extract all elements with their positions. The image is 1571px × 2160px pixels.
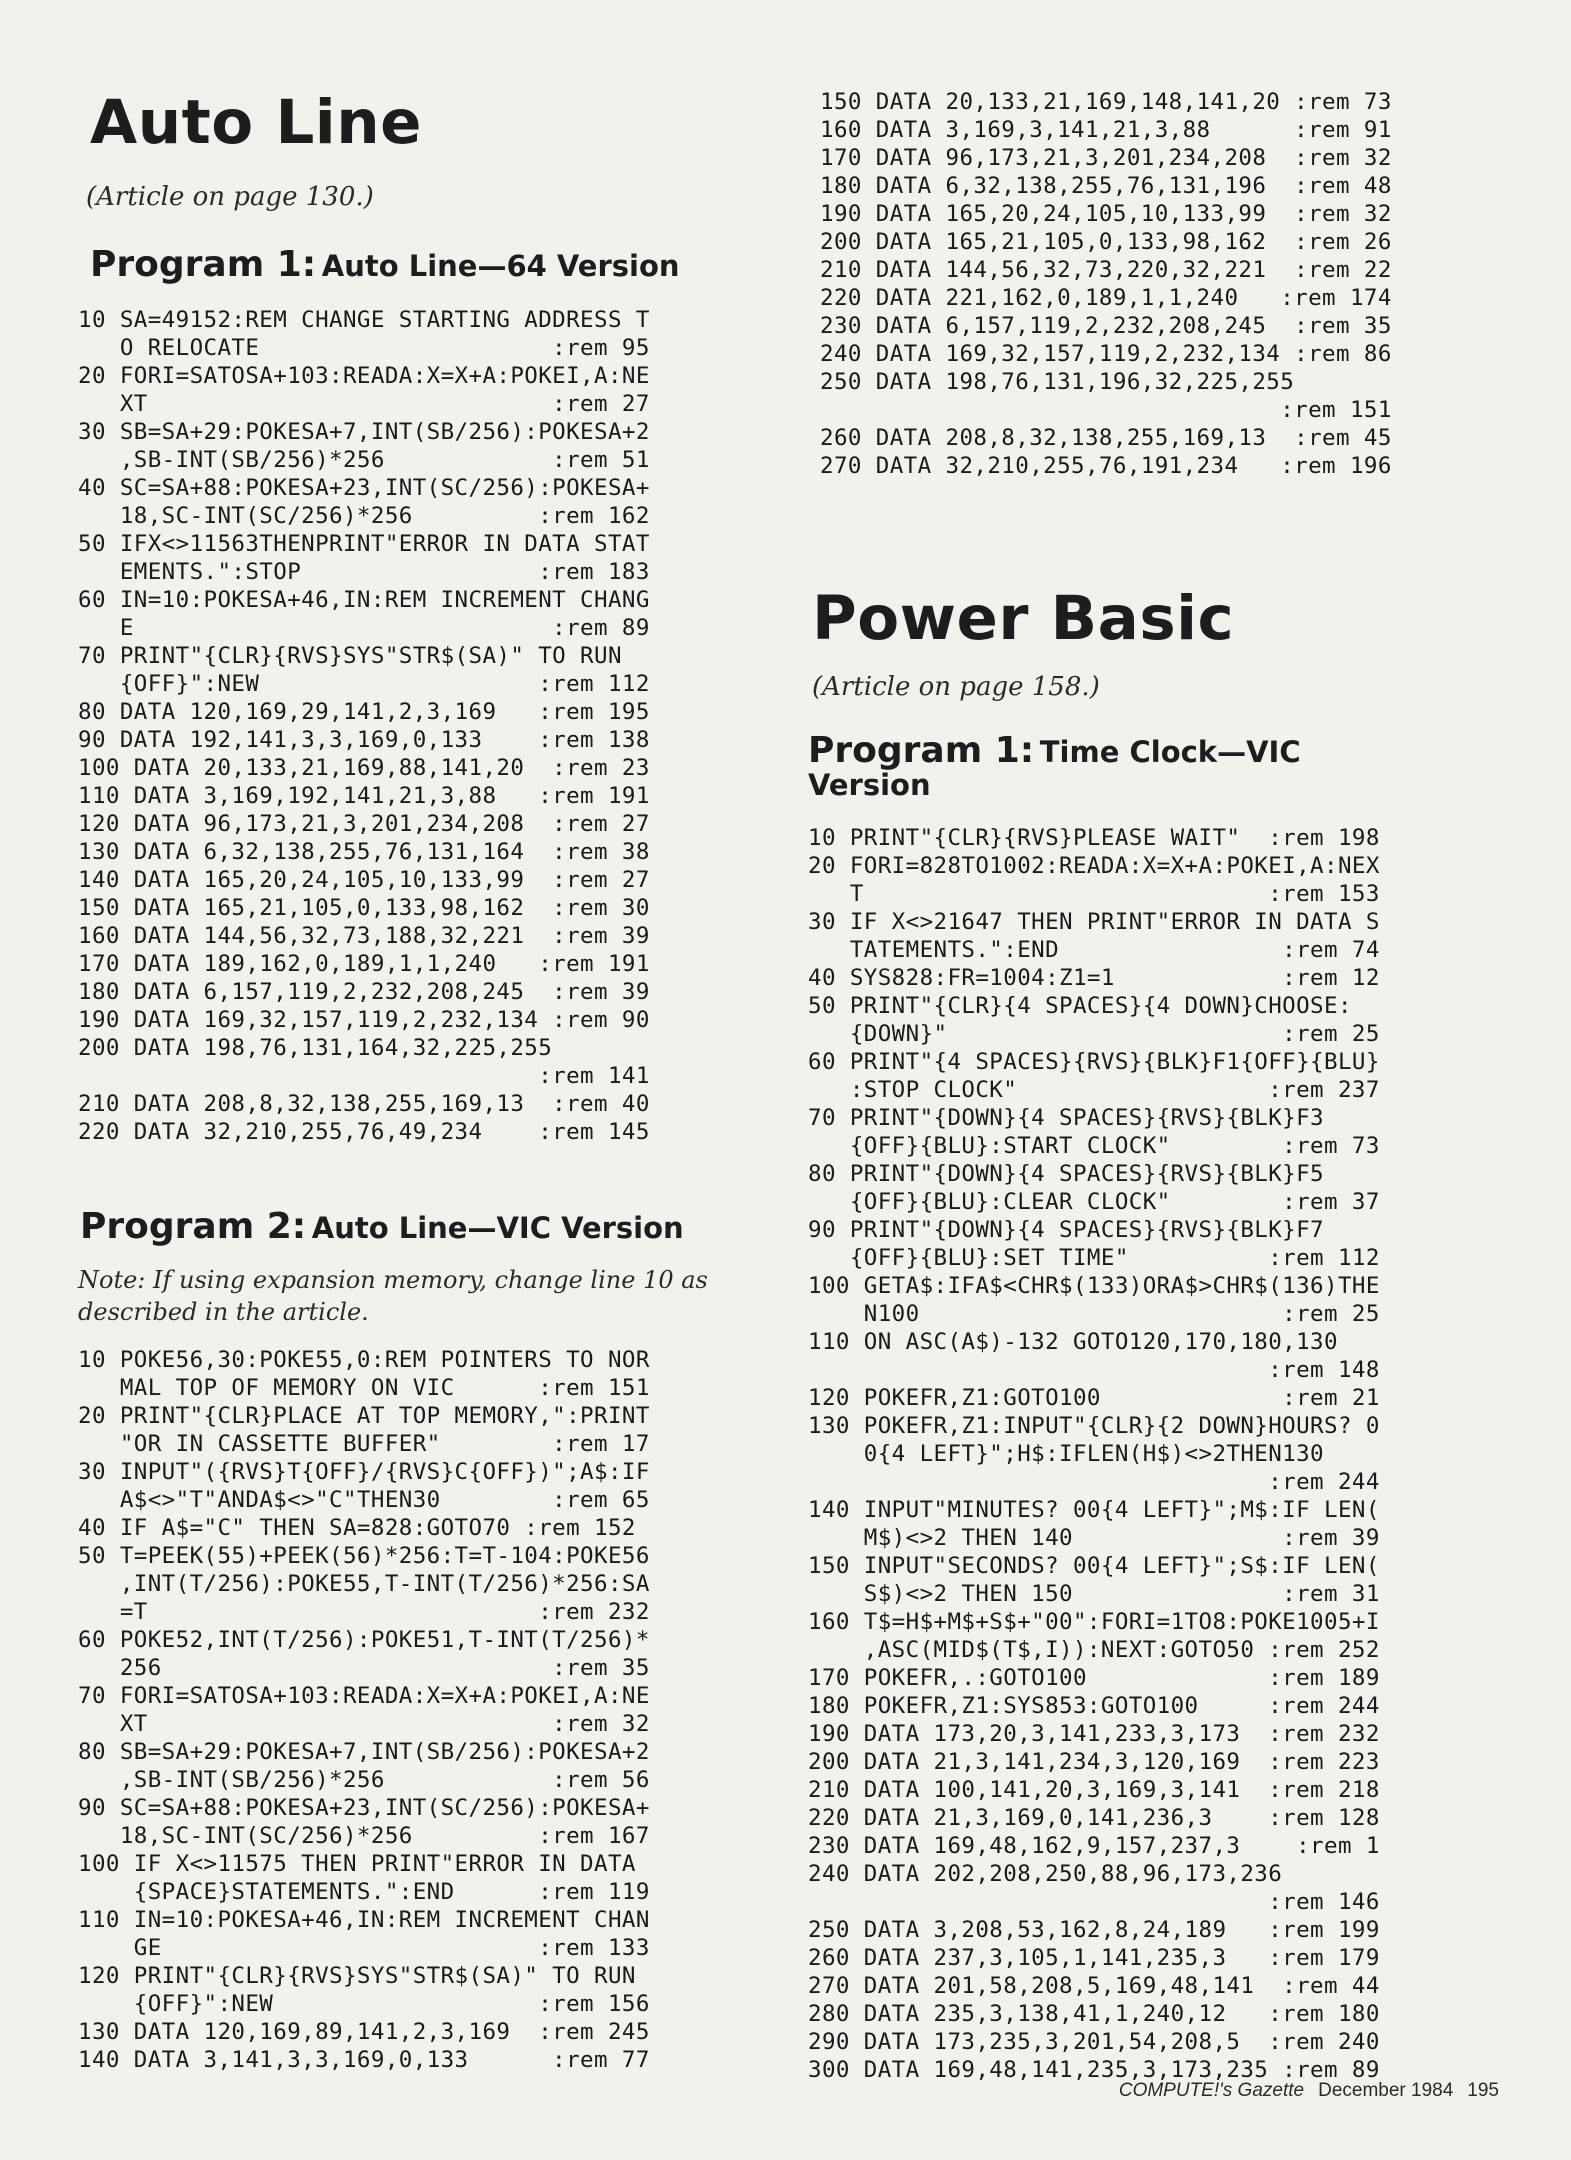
code-line: 150 DATA 165,21,105,0,133,98,162 :rem 30 [78,895,650,921]
code-line: 50 PRINT"{CLR}{4 SPACES}{4 DOWN}CHOOSE: [808,993,1352,1019]
code-line: 60 IN=10:POKESA+46,IN:REM INCREMENT CHANG [78,587,650,613]
code-line: 40 SC=SA+88:POKESA+23,INT(SC/256):POKESA+ [78,475,650,501]
code-line: N100 :rem 25 [808,1301,1380,1327]
code-line: 150 DATA 20,133,21,169,148,141,20 :rem 73 [820,89,1392,115]
code-line: E :rem 89 [78,615,650,641]
code-line: 220 DATA 32,210,255,76,49,234 :rem 145 [78,1119,650,1145]
article-reference-auto-line: (Article on page 130.) [86,182,374,212]
code-line: {OFF}{BLU}:CLEAR CLOCK" :rem 37 [808,1189,1380,1215]
code-line: 130 DATA 6,32,138,255,76,131,164 :rem 38 [78,839,650,865]
code-line: 70 FORI=SATOSA+103:READA:X=X+A:POKEI,A:NE [78,1683,650,1709]
code-line: 60 POKE52,INT(T/256):POKE51,T-INT(T/256)* [78,1627,650,1653]
code-line: 110 IN=10:POKESA+46,IN:REM INCREMENT CHAN [78,1907,650,1933]
program-subtitle: Auto Line—VIC Version [311,1211,684,1245]
code-line: 10 SA=49152:REM CHANGE STARTING ADDRESS T [78,307,650,333]
program-label: Program 1: [808,730,1035,771]
program-listing-time-clock-vic [808,824,1380,2084]
code-line: 200 DATA 198,76,131,164,32,225,255 [78,1035,553,1061]
code-line: 190 DATA 165,20,24,105,10,133,99 :rem 32 [820,201,1392,227]
code-line: GE :rem 133 [78,1935,650,1961]
article-reference-power-basic: (Article on page 158.) [812,672,1100,702]
code-line: 100 GETA$:IFA$<CHR$(133)ORA$>CHR$(136)THE [808,1273,1380,1299]
code-line: 180 DATA 6,157,119,2,232,208,245 :rem 39 [78,979,650,1005]
code-line: 60 PRINT"{4 SPACES}{RVS}{BLK}F1{OFF}{BLU} [808,1049,1380,1075]
code-line: T :rem 153 [808,881,1380,907]
code-line: 130 POKEFR,Z1:INPUT"{CLR}{2 DOWN}HOURS? 0 [808,1413,1380,1439]
code-line: 160 DATA 144,56,32,73,188,32,221 :rem 39 [78,923,650,949]
code-line: 110 ON ASC(A$)-132 GOTO120,170,180,130 [808,1329,1338,1355]
code-line: 220 DATA 21,3,169,0,141,236,3 :rem 128 [808,1805,1380,1831]
code-line: 70 PRINT"{CLR}{RVS}SYS"STR$(SA)" TO RUN [78,643,622,669]
code-line: {OFF}{BLU}:SET TIME" :rem 112 [808,1245,1380,1271]
code-line: {OFF}":NEW :rem 112 [78,671,650,697]
code-line: 190 DATA 169,32,157,119,2,232,134 :rem 90 [78,1007,650,1033]
code-line: XT :rem 32 [78,1711,650,1737]
code-line: 240 DATA 169,32,157,119,2,232,134 :rem 86 [820,341,1392,367]
code-line: "OR IN CASSETTE BUFFER" :rem 17 [78,1431,650,1457]
code-line: 20 PRINT"{CLR}PLACE AT TOP MEMORY,":PRINT [78,1403,650,1429]
code-line: 250 DATA 198,76,131,196,32,225,255 [820,369,1295,395]
code-line: ,SB-INT(SB/256)*256 :rem 51 [78,447,650,473]
program-1-heading [808,732,1408,800]
code-line: :rem 244 [808,1469,1380,1495]
code-line: 0{4 LEFT}";H$:IFLEN(H$)<>2THEN130 [808,1441,1325,1467]
code-line: M$)<>2 THEN 140 :rem 39 [808,1525,1380,1551]
code-line: ,INT(T/256):POKE55,T-INT(T/256)*256:SA [78,1571,650,1597]
code-line: 180 POKEFR,Z1:SYS853:GOTO100 :rem 244 [808,1693,1380,1719]
code-line: 140 DATA 165,20,24,105,10,133,99 :rem 27 [78,867,650,893]
program-note: Note: If using expansion memory, change line 10 as described in the article. [78,1266,708,1326]
code-line: 280 DATA 235,3,138,41,1,240,12 :rem 180 [808,2001,1380,2027]
code-line: 140 DATA 3,141,3,3,169,0,133 :rem 77 [78,2047,650,2073]
article-title-auto-line: Auto Line [90,87,423,158]
code-line: 90 SC=SA+88:POKESA+23,INT(SC/256):POKESA+ [78,1795,650,1821]
code-line: MAL TOP OF MEMORY ON VIC :rem 151 [78,1375,650,1401]
code-line: 210 DATA 100,141,20,3,169,3,141 :rem 218 [808,1777,1380,1803]
code-line: {OFF}":NEW :rem 156 [78,1991,650,2017]
code-line: 100 IF X<>11575 THEN PRINT"ERROR IN DATA [78,1851,636,1877]
code-line: 20 FORI=SATOSA+103:READA:X=X+A:POKEI,A:NE [78,363,650,389]
code-line: 10 POKE56,30:POKE55,0:REM POINTERS TO NOR [78,1347,650,1373]
code-line: :STOP CLOCK" :rem 237 [808,1077,1380,1103]
code-line: 170 DATA 96,173,21,3,201,234,208 :rem 32 [820,145,1392,171]
code-line: 100 DATA 20,133,21,169,88,141,20 :rem 23 [78,755,650,781]
program-label: Program 2: [80,1206,307,1247]
code-line: :rem 141 [78,1063,650,1089]
program-subtitle: Auto Line—64 Version [321,249,680,283]
code-line: 130 DATA 120,169,89,141,2,3,169 :rem 245 [78,2019,650,2045]
code-line: :rem 151 [820,397,1392,423]
code-line: 150 INPUT"SECONDS? 00{4 LEFT}";S$:IF LEN( [808,1553,1380,1579]
code-line: 256 :rem 35 [78,1655,650,1681]
code-line: 50 IFX<>11563THENPRINT"ERROR IN DATA STAT [78,531,650,557]
code-line: 160 T$=H$+M$+S$+"00":FORI=1TO8:POKE1005+I [808,1609,1380,1635]
code-line: 18,SC-INT(SC/256)*256 :rem 162 [78,503,650,529]
code-line: 40 IF A$="C" THEN SA=828:GOTO70 :rem 152 [78,1515,636,1541]
code-line: 200 DATA 21,3,141,234,3,120,169 :rem 223 [808,1749,1380,1775]
program-label: Program 1: [90,244,317,285]
code-line: 120 POKEFR,Z1:GOTO100 :rem 21 [808,1385,1380,1411]
program-listing-auto-line-64 [78,306,650,1146]
code-line: 40 SYS828:FR=1004:Z1=1 :rem 12 [808,965,1380,991]
code-line: 50 T=PEEK(55)+PEEK(56)*256:T=T-104:POKE56 [78,1543,650,1569]
code-line: 20 FORI=828TO1002:READA:X=X+A:POKEI,A:NEX [808,853,1380,879]
code-line: 260 DATA 237,3,105,1,141,235,3 :rem 179 [808,1945,1380,1971]
code-line: 120 PRINT"{CLR}{RVS}SYS"STR$(SA)" TO RUN [78,1963,636,1989]
code-line: 230 DATA 169,48,162,9,157,237,3 :rem 1 [808,1833,1380,1859]
code-line: 18,SC-INT(SC/256)*256 :rem 167 [78,1823,650,1849]
code-line: 110 DATA 3,169,192,141,21,3,88 :rem 191 [78,783,650,809]
code-line: 180 DATA 6,32,138,255,76,131,196 :rem 48 [820,173,1392,199]
code-line: 80 PRINT"{DOWN}{4 SPACES}{RVS}{BLK}F5 [808,1161,1325,1187]
code-line: =T :rem 232 [78,1599,650,1625]
code-line: :rem 146 [808,1889,1380,1915]
program-listing-auto-line-vic [78,1346,650,2074]
code-line: 80 SB=SA+29:POKESA+7,INT(SB/256):POKESA+2 [78,1739,650,1765]
page-number: 195 [1467,2080,1499,2101]
code-line: {DOWN}" :rem 25 [808,1021,1380,1047]
code-line: 250 DATA 3,208,53,162,8,24,189 :rem 199 [808,1917,1380,1943]
issue-date: December 1984 [1318,2080,1454,2101]
page-footer [1119,2080,1499,2102]
code-line: XT :rem 27 [78,391,650,417]
code-line: 210 DATA 208,8,32,138,255,169,13 :rem 40 [78,1091,650,1117]
code-line: 30 SB=SA+29:POKESA+7,INT(SB/256):POKESA+2 [78,419,650,445]
code-line: :rem 148 [808,1357,1380,1383]
code-line: ,SB-INT(SB/256)*256 :rem 56 [78,1767,650,1793]
code-line: 230 DATA 6,157,119,2,232,208,245 :rem 35 [820,313,1392,339]
code-line: 290 DATA 173,235,3,201,54,208,5 :rem 240 [808,2029,1380,2055]
magazine-name: COMPUTE!'s Gazette [1118,2080,1305,2101]
code-line: 30 INPUT"({RVS}T{OFF}/{RVS}C{OFF})";A$:IF [78,1459,650,1485]
program-2-heading [80,1208,684,1246]
code-line: 260 DATA 208,8,32,138,255,169,13 :rem 45 [820,425,1392,451]
code-line: 220 DATA 221,162,0,189,1,1,240 :rem 174 [820,285,1392,311]
code-line: 170 DATA 189,162,0,189,1,1,240 :rem 191 [78,951,650,977]
code-line: 240 DATA 202,208,250,88,96,173,236 [808,1861,1283,1887]
code-line: 200 DATA 165,21,105,0,133,98,162 :rem 26 [820,229,1392,255]
code-line: 10 PRINT"{CLR}{RVS}PLEASE WAIT" :rem 198 [808,825,1380,851]
program-subtitle: Time Clock—VIC Version [808,735,1301,802]
code-line: 80 DATA 120,169,29,141,2,3,169 :rem 195 [78,699,650,725]
code-line: 170 POKEFR,.:GOTO100 :rem 189 [808,1665,1380,1691]
code-line: {OFF}{BLU}:START CLOCK" :rem 73 [808,1133,1380,1159]
code-line: 210 DATA 144,56,32,73,220,32,221 :rem 22 [820,257,1392,283]
code-line: A$<>"T"ANDA$<>"C"THEN30 :rem 65 [78,1487,650,1513]
code-line: ,ASC(MID$(T$,I)):NEXT:GOTO50 :rem 252 [808,1637,1380,1663]
code-line: 120 DATA 96,173,21,3,201,234,208 :rem 27 [78,811,650,837]
code-line: TATEMENTS.":END :rem 74 [808,937,1380,963]
code-line: 160 DATA 3,169,3,141,21,3,88 :rem 91 [820,117,1392,143]
program-listing-auto-line-vic-continued [820,88,1392,480]
code-line: 70 PRINT"{DOWN}{4 SPACES}{RVS}{BLK}F3 [808,1105,1325,1131]
code-line: 300 DATA 169,48,141,235,3,173,235 :rem 89 [808,2057,1380,2083]
code-line: EMENTS.":STOP :rem 183 [78,559,650,585]
code-line: 190 DATA 173,20,3,141,233,3,173 :rem 232 [808,1721,1380,1747]
code-line: {SPACE}STATEMENTS.":END :rem 119 [78,1879,650,1905]
code-line: 270 DATA 32,210,255,76,191,234 :rem 196 [820,453,1392,479]
code-line: 30 IF X<>21647 THEN PRINT"ERROR IN DATA S [808,909,1380,935]
code-line: S$)<>2 THEN 150 :rem 31 [808,1581,1380,1607]
code-line: 90 DATA 192,141,3,3,169,0,133 :rem 138 [78,727,650,753]
code-line: O RELOCATE :rem 95 [78,335,650,361]
code-line: 90 PRINT"{DOWN}{4 SPACES}{RVS}{BLK}F7 [808,1217,1325,1243]
code-line: 140 INPUT"MINUTES? 00{4 LEFT}";M$:IF LEN( [808,1497,1380,1523]
article-title-power-basic: Power Basic [812,583,1235,654]
code-line: 270 DATA 201,58,208,5,169,48,141 :rem 44 [808,1973,1380,1999]
program-1-heading [90,246,680,284]
